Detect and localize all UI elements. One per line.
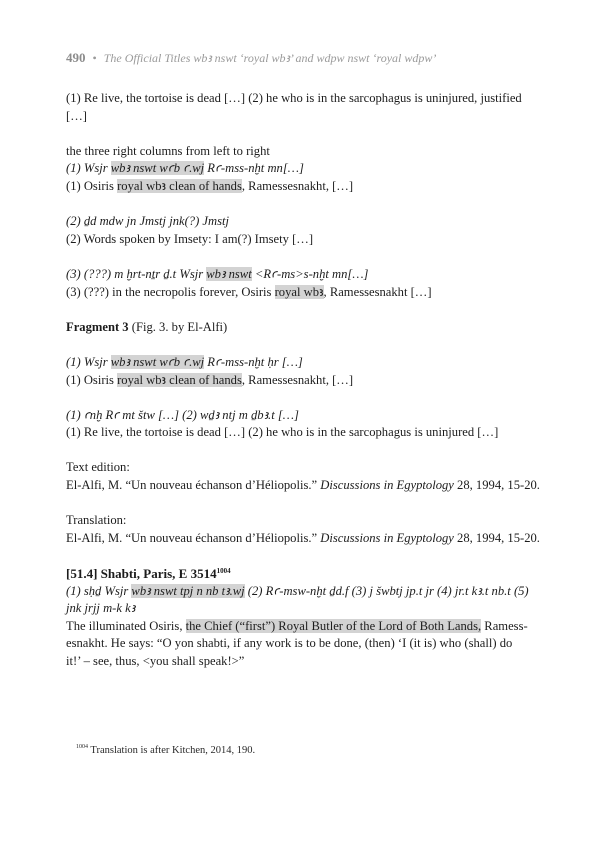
header-bullet: •: [92, 51, 97, 65]
footnote-mark: 1004: [76, 744, 88, 750]
translation-reference: El-Alfi, M. “Un nouveau échanson d’Héliopolis.” Discussions in Egyptology 28, 1994, 15-20.: [66, 530, 540, 545]
shabti-translation-line1: The illuminated Osiris, the Chief (“first”) Royal Butler of the Lord of Both Lands, Ramess-: [66, 618, 528, 633]
running-header: [66, 50, 546, 66]
block2-translation: (1) Osiris royal wbꜣ clean of hands, Ramessesnakht, […]: [66, 178, 354, 193]
running-title: The Official Titles wbꜣ nswt ‘royal wbꜣ’ and wdpw nswt ‘royal wdpw’: [103, 51, 437, 65]
block3-transliteration: (2) ḏd mdw jn Jmstj jnk(?) Jmstj: [66, 214, 229, 229]
shabti-translation-line3: it!’ – see, thus, <you shall speak!>”: [66, 654, 245, 668]
shabti-transliteration: (1) sḥḏ Wsjr wbꜣ nswt tpj n nb tꜣ.wj (2) Rꜥ-msw-nḫt ḏd.f (3) j šwbtj jp.t jr (4) jr.t kꜣ.t nb.t (5): [66, 583, 529, 598]
block4-transliteration: (3) (???) m ḫrt-nṯr ḏ.t Wsjr wbꜣ nswt <Rꜥ-ms>s-nḫt mn[…]: [66, 266, 369, 281]
translation-label: Translation:: [66, 513, 127, 528]
shabti-translation-line2: esnakht. He says: “O yon shabti, if any work is to be done, (then) ‘I (it is) who (shall) do: [66, 636, 513, 651]
block1-line2: […]: [66, 108, 87, 123]
block2-transliteration: (1) Wsjr wbꜣ nswt wꜥb ꜥ.wj Rꜥ-mss-nḫt mn[…]: [66, 161, 304, 176]
block5-translation: (1) Osiris royal wbꜣ clean of hands, Ramessesnakht, […]: [66, 372, 354, 387]
block3-translation: (2) Words spoken by Imsety: I am(?) Imsety […]: [66, 231, 314, 246]
footnote-text: Translation is after Kitchen, 2014, 190.: [88, 745, 256, 756]
text-edition-label: Text edition:: [66, 460, 130, 475]
block6-transliteration: (1) ꜥnḫ Rꜥ mt štw […] (2) wḏꜣ ntj m ḏbꜣ.t […]: [66, 407, 299, 422]
shabti-heading: [51.4] Shabti, Paris, E $3514^{1004}$: [66, 566, 231, 582]
footnote-reference[interactable]: 1004: [216, 567, 231, 576]
main-text: [66, 90, 546, 671]
block2-intro: the three right columns from left to right: [66, 143, 270, 158]
block1-line1: (1) Re live, the tortoise is dead […] (2) he who is in the sarcophagus is uninjured, justified: [66, 91, 522, 105]
block4-translation: (3) (???) in the necropolis forever, Osiris royal wbꜣ, Ramessesnakht […]: [66, 284, 432, 299]
footnote: [76, 745, 546, 756]
shabti-transliteration-cont: jnk jrjj m-k kꜣ: [66, 601, 136, 616]
page-number: 490: [66, 50, 86, 65]
block5-transliteration: (1) Wsjr wbꜣ nswt wꜥb ꜥ.wj Rꜥ-mss-nḫt ḥr […]: [66, 354, 303, 369]
text-edition-reference: El-Alfi, M. “Un nouveau échanson d’Héliopolis.” Discussions in Egyptology 28, 1994, 15-20.: [66, 478, 540, 493]
block6-translation: (1) Re live, the tortoise is dead […] (2) he who is in the sarcophagus is uninjured […]: [66, 425, 499, 440]
fragment3-heading: Fragment 3 (Fig. 3. by El-Alfi): [66, 319, 228, 334]
